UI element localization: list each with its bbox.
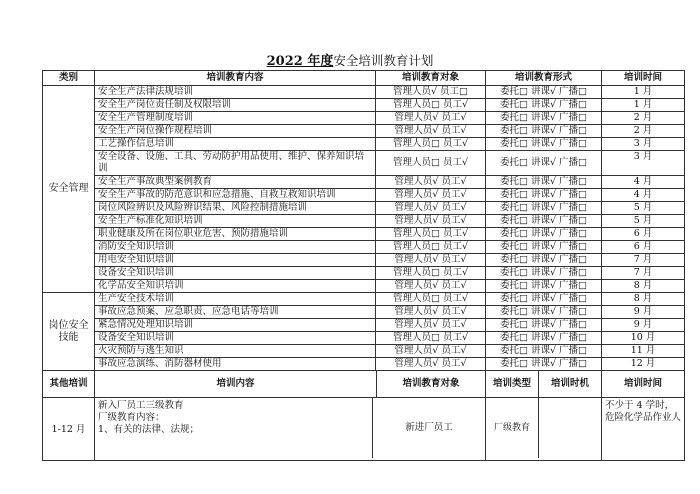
- row-content: 安全生产事故典型案例教育: [95, 176, 376, 189]
- row-content: 消防安全知识培训: [95, 241, 376, 254]
- table-row: [43, 267, 685, 280]
- row-form: 委托□ 讲课√ 广播□: [486, 138, 602, 151]
- row-form: 委托□ 讲课√ 广播□: [486, 99, 602, 112]
- header-time: 培训时间: [602, 71, 685, 86]
- row-time: 11 月: [602, 345, 685, 358]
- row-form: 委托□ 讲课√ 广播□: [486, 112, 602, 125]
- other-content-split: [95, 398, 486, 461]
- other-header-col4: 培训类型: [486, 371, 539, 397]
- other-content-line: 1、有关的法律、法规；: [98, 424, 200, 435]
- table-row: [43, 215, 685, 228]
- table-row: [43, 176, 685, 189]
- row-target: 管理人员□ 员工√: [376, 228, 486, 241]
- table-row: [43, 319, 685, 332]
- table-row: [43, 189, 685, 202]
- row-time: 2 月: [602, 112, 685, 125]
- row-content: 紧急情况处理知识培训: [95, 319, 376, 332]
- table-row: [43, 332, 685, 345]
- row-form: 委托□ 讲课√ 广播□: [486, 125, 602, 138]
- row-time: 6 月: [602, 228, 685, 241]
- other-period: 1-12 月: [43, 398, 95, 461]
- row-form: 委托□ 讲课√ 广播□: [486, 358, 602, 371]
- row-content: 设备安全知识培训: [95, 332, 376, 345]
- table-header-row: [43, 71, 685, 86]
- row-target: 管理人员√ 员工√: [376, 254, 486, 267]
- row-content: 事故应急演练、消防器材使用: [95, 358, 376, 371]
- table-row: [43, 306, 685, 319]
- other-type-split: [486, 398, 602, 461]
- row-time: 1 月: [602, 99, 685, 112]
- row-content: 生产安全技术培训: [95, 293, 376, 306]
- row-target: 管理人员√ 员工√: [376, 202, 486, 215]
- other-header-split: [95, 371, 486, 398]
- row-time: 5 月: [602, 215, 685, 228]
- other-header-col3: 培训教育对象: [402, 378, 460, 389]
- row-target: 管理人员□ 员工√: [376, 267, 486, 280]
- row-time: 3 月: [602, 151, 685, 176]
- row-target: 管理人员□ 员工√: [376, 241, 486, 254]
- table-row: [43, 241, 685, 254]
- row-time: 9 月: [602, 319, 685, 332]
- table-row: [43, 345, 685, 358]
- table-row: [43, 99, 685, 112]
- row-time: 9 月: [602, 306, 685, 319]
- row-form: 委托□ 讲课√ 广播□: [486, 86, 602, 99]
- table-row: [43, 112, 685, 125]
- row-content: 化学品安全知识培训: [95, 280, 376, 293]
- table-row: [43, 202, 685, 215]
- other-training-row: [43, 398, 685, 461]
- row-target: 管理人员√ 员工√: [376, 189, 486, 202]
- row-target: 管理人员√ 员工□: [376, 86, 486, 99]
- row-content: 岗位风险辨识及风险辨识结果、风险控制措施培训: [95, 202, 376, 215]
- row-content: 设备安全知识培训: [95, 267, 376, 280]
- other-content-line: 新入厂员工三级教育: [98, 400, 184, 411]
- row-target: 管理人员□ 员工√: [376, 293, 486, 306]
- row-form: 委托□ 讲课√ 广播□: [486, 151, 602, 176]
- table-row: [43, 293, 685, 306]
- row-time: 2 月: [602, 125, 685, 138]
- row-target: 管理人员□ 员工√: [376, 138, 486, 151]
- row-target: 管理人员√ 员工√: [376, 306, 486, 319]
- row-target: 管理人员√ 员工√: [376, 358, 486, 371]
- other-target: 新进厂员工: [405, 422, 453, 433]
- row-content: 用电安全知识培训: [95, 254, 376, 267]
- other-header-split-2: [486, 371, 602, 398]
- row-content: 安全生产事故的防范意识和应急措施、自救互救知识培训: [95, 189, 376, 202]
- row-target: 管理人员√ 员工√: [376, 125, 486, 138]
- row-form: 委托□ 讲课√ 广播□: [486, 202, 602, 215]
- table-row: [43, 228, 685, 241]
- row-time: 8 月: [602, 293, 685, 306]
- title-text: 安全培训教育计划: [333, 53, 434, 68]
- row-form: 委托□ 讲课√ 广播□: [486, 176, 602, 189]
- row-time: 7 月: [602, 254, 685, 267]
- row-content: 火灾预防与逃生知识: [95, 345, 376, 358]
- table-row: [43, 151, 685, 176]
- row-content: 事故应急预案、应急职责、应急电话等培训: [95, 306, 376, 319]
- row-time: 6 月: [602, 241, 685, 254]
- row-form: 委托□ 讲课√ 广播□: [486, 280, 602, 293]
- row-form: 委托□ 讲课√ 广播□: [486, 267, 602, 280]
- row-form: 委托□ 讲课√ 广播□: [486, 228, 602, 241]
- row-target: 管理人员√ 员工√: [376, 280, 486, 293]
- row-time: 4 月: [602, 176, 685, 189]
- row-target: 管理人员√ 员工√: [376, 215, 486, 228]
- table-row: [43, 138, 685, 151]
- row-time: 4 月: [602, 189, 685, 202]
- row-form: 委托□ 讲课√ 广播□: [486, 332, 602, 345]
- row-form: 委托□ 讲课√ 广播□: [486, 345, 602, 358]
- row-target: 管理人员□ 员工√: [376, 332, 486, 345]
- row-content: 安全设备、设施、工具、劳动防护用品使用、维护、保养知识培训: [95, 151, 376, 176]
- header-target: 培训教育对象: [376, 71, 486, 86]
- header-category: 类别: [43, 71, 95, 86]
- row-target: 管理人员√ 员工√: [376, 176, 486, 189]
- row-form: 委托□ 讲课√ 广播□: [486, 319, 602, 332]
- row-time: 1 月: [602, 86, 685, 99]
- header-content: 培训教育内容: [95, 71, 376, 86]
- row-content: 工艺操作信息培训: [95, 138, 376, 151]
- training-plan-table: [42, 70, 685, 461]
- other-type: 厂级教育: [486, 398, 539, 458]
- title-year: 2022 年度: [266, 54, 334, 69]
- row-form: 委托□ 讲课√ 广播□: [486, 254, 602, 267]
- row-content: 安全生产岗位操作规程培训: [95, 125, 376, 138]
- row-form: 委托□ 讲课√ 广播□: [486, 306, 602, 319]
- table-row: [43, 358, 685, 371]
- other-time: 不少于 4 学时，危险化学品作业人: [602, 398, 685, 461]
- category-safety-management: 安全管理: [43, 86, 95, 293]
- other-timing: [539, 398, 601, 458]
- row-target: 管理人员□ 员工√: [376, 151, 486, 176]
- row-time: 8 月: [602, 280, 685, 293]
- table-row: [43, 280, 685, 293]
- other-training-header-row: [43, 371, 685, 398]
- other-header-col6: 培训时间: [602, 371, 685, 398]
- row-time: 7 月: [602, 267, 685, 280]
- row-form: 委托□ 讲课√ 广播□: [486, 189, 602, 202]
- row-target: 管理人员√ 员工√: [376, 319, 486, 332]
- document-title: [0, 50, 700, 69]
- row-target: 管理人员√ 员工√: [376, 345, 486, 358]
- row-form: 委托□ 讲课√ 广播□: [486, 215, 602, 228]
- other-header-col5: 培训时机: [550, 378, 589, 389]
- row-time: 3 月: [602, 138, 685, 151]
- other-header-col1: 其他培训: [43, 371, 95, 398]
- table-row: [43, 125, 685, 138]
- row-content: 安全生产岗位责任制及权限培训: [95, 99, 376, 112]
- row-target: 管理人员□ 员工√: [376, 99, 486, 112]
- row-target: 管理人员√ 员工√: [376, 112, 486, 125]
- row-time: 10 月: [602, 332, 685, 345]
- row-content: 安全生产管理制度培训: [95, 112, 376, 125]
- other-header-col2: 培训内容: [95, 371, 377, 397]
- row-content: 职业健康及所在岗位职业危害、预防措施培训: [95, 228, 376, 241]
- row-form: 委托□ 讲课√ 广播□: [486, 241, 602, 254]
- table-row: [43, 86, 685, 99]
- row-time: 5 月: [602, 202, 685, 215]
- row-time: 12 月: [602, 358, 685, 371]
- header-form: 培训教育形式: [486, 71, 602, 86]
- table-row: [43, 254, 685, 267]
- other-content-line: 厂级教育内容：: [98, 412, 165, 423]
- row-content: 安全生产标准化知识培训: [95, 215, 376, 228]
- row-content: 安全生产法律法规培训: [95, 86, 376, 99]
- other-content: [95, 398, 373, 458]
- row-form: 委托□ 讲课√ 广播□: [486, 293, 602, 306]
- category-post-skills: 岗位安全技能: [43, 293, 95, 371]
